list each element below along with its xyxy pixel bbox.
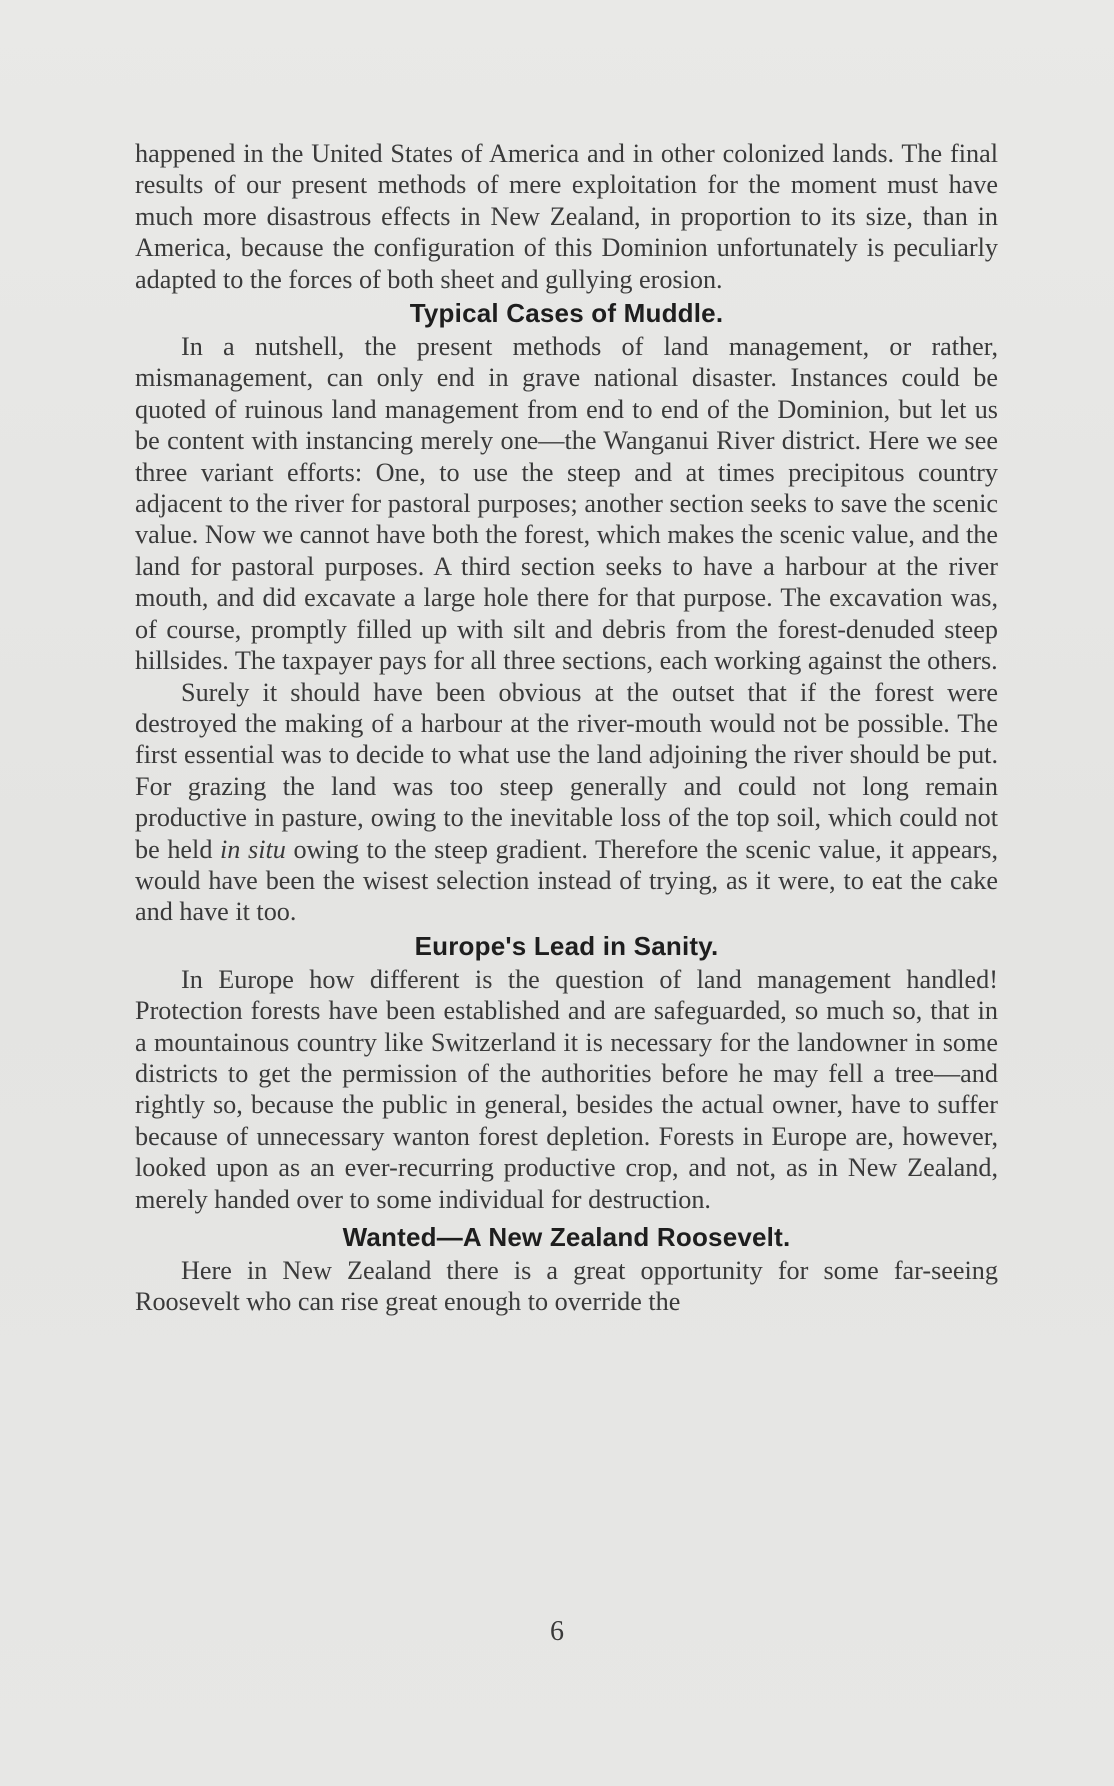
paragraph-text: owing to the steep gradient. Therefore the scenic value, it appears, would have been the wisest selection instead of trying, as it were, to eat the cake and have it too. bbox=[135, 834, 998, 927]
paragraph-harbour-obvious bbox=[135, 677, 998, 928]
heading-wanted-new-zealand-roosevelt: Wanted—A New Zealand Roosevelt. bbox=[342, 1222, 791, 1252]
article-body bbox=[135, 138, 998, 1318]
paragraph-text: Surely it should have been obvious at the outset that if the forest were destroyed the making of a harbour at the river-mouth would not be possible. The first essential was to decide to what use the land adjoining the river should be put. For grazing the land was too steep generally and could not long remain productive in pasture, owing to the inevitable loss of the top soil, which could not be held bbox=[135, 677, 998, 864]
heading-typical-cases-of-muddle: Typical Cases of Muddle. bbox=[409, 298, 724, 329]
page-number: 6 bbox=[550, 1616, 564, 1647]
heading-europes-lead-in-sanity: Europe's Lead in Sanity. bbox=[414, 930, 719, 961]
paragraph-roosevelt-opportunity: Here in New Zealand there is a great opportunity for some far-seeing Roosevelt who can rise great enough to override the bbox=[135, 1256, 998, 1317]
paragraph-europe-land-management: In Europe how different is the question of land management handled! Protection forests have been established and are safeguarded, so much so, that in a mountainous country like Switzerland it is necessary for the landowner in some districts to get the permission of the authorities before he may fell a tree—and rightly so, because the public in general, besides the actual owner, have to suffer because of unnecessary wanton forest depletion. Forests in Europe are, however, looked upon as an ever-recurring productive crop, and not, as in New Zealand, merely handed over to some individual for destruction. bbox=[135, 964, 998, 1214]
intro-paragraph: happened in the United States of America and in other colonized lands. The final results of our present methods of mere exploitation for the moment must have much more disastrous effects in New Zealand, in proportion to its size, than in America, because the configuration of this Dominion unfortunately is peculiarly adapted to the forces of both sheet and gullying erosion. bbox=[135, 139, 998, 294]
italic-phrase: in situ bbox=[220, 834, 286, 864]
paragraph-wanganui-river: In a nutshell, the present methods of land management, or rather, mismanagement, can only end in grave national disaster. Instances could be quoted of ruinous land management from end to end of the Dominion, but let us be content with instancing merely one—the Wanganui River district. Here we see three variant efforts: One, to use the steep and at times precipitous country adjacent to the river for pastoral purposes; another section seeks to save the scenic value. Now we cannot have both the forest, which makes the scenic value, and the land for pastoral purposes. A third section seeks to have a harbour at the river mouth, and did excavate a large hole there for that purpose. The excavation was, of course, promptly filled up with silt and debris from the forest-denuded steep hillsides. The taxpayer pays for all three sections, each working against the others. bbox=[135, 332, 998, 676]
